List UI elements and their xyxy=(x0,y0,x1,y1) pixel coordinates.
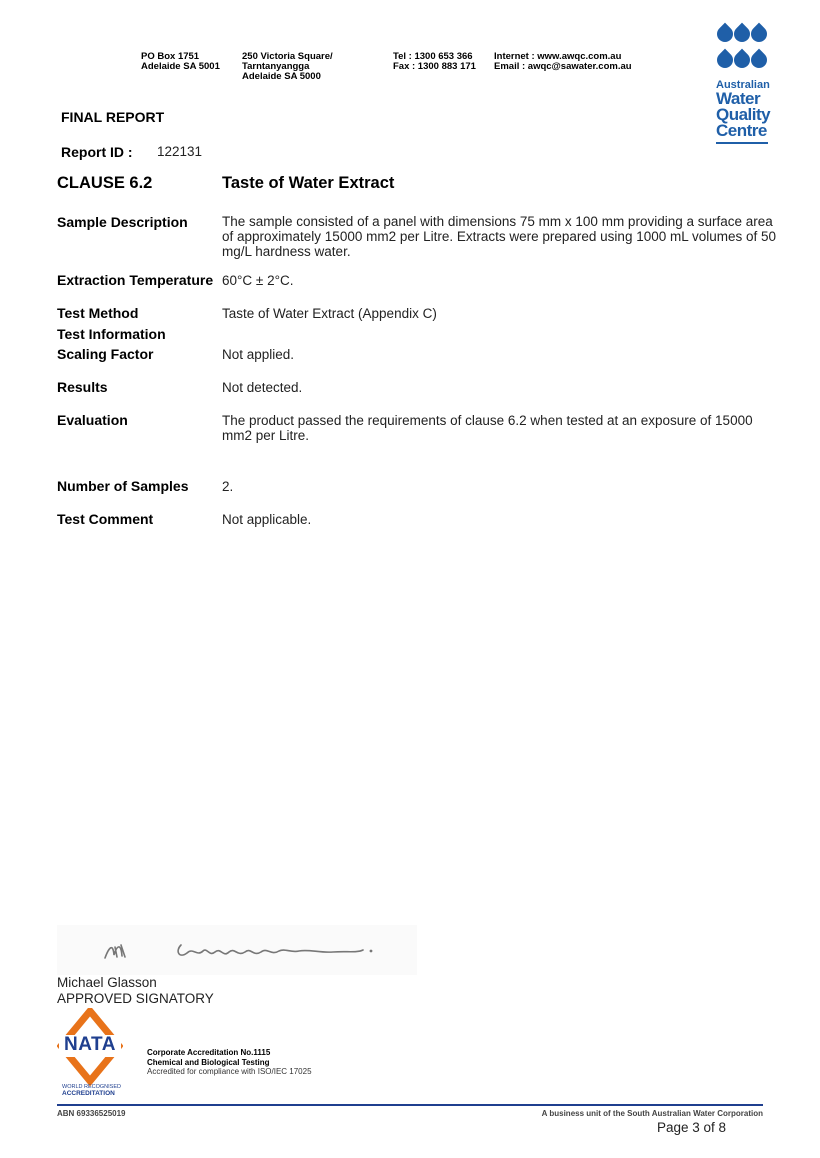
po-box-city: Adelaide SA 5001 xyxy=(141,61,220,72)
awqc-logo xyxy=(712,20,772,145)
phone-block xyxy=(393,52,476,72)
extraction-temperature-value: 60°C ± 2°C. xyxy=(222,273,294,288)
evaluation-label: Evaluation xyxy=(57,412,128,428)
logo-line-2: Water xyxy=(716,89,761,108)
results-label: Results xyxy=(57,379,108,395)
address-line-3: Adelaide SA 5000 xyxy=(242,71,321,82)
email: Email : awqc@sawater.com.au xyxy=(494,61,632,72)
nata-logo xyxy=(57,1008,123,1100)
signatory-title: APPROVED SIGNATORY xyxy=(57,991,214,1006)
sample-description-label: Sample Description xyxy=(57,214,188,230)
test-comment-label: Test Comment xyxy=(57,511,154,527)
street-address-block xyxy=(242,52,333,82)
abn: ABN 69336525019 xyxy=(57,1109,126,1118)
internet: Internet : www.awqc.com.au xyxy=(494,51,622,62)
po-box-line: PO Box 1751 xyxy=(141,51,200,62)
evaluation-value: The product passed the requirements of clause 6.2 when tested at an exposure of 15000 mm2 per Litre. xyxy=(222,413,753,443)
tel: Tel : 1300 653 366 xyxy=(393,51,473,62)
test-comment-value: Not applicable. xyxy=(222,512,312,527)
accreditation-block xyxy=(147,1048,312,1077)
water-drop-icon xyxy=(748,49,771,72)
logo-line-4: Centre xyxy=(716,121,767,140)
report-id-label: Report ID : xyxy=(61,144,133,160)
clause-number: CLAUSE 6.2 xyxy=(57,174,153,192)
footer-rule xyxy=(57,1104,763,1106)
accreditation-standard: Accredited for compliance with ISO/IEC 17025 xyxy=(147,1067,312,1076)
nata-tagline-1: WORLD RECOGNISED xyxy=(62,1084,121,1090)
business-unit-note: A business unit of the South Australian Water Corporation xyxy=(541,1109,763,1118)
scaling-factor-label: Scaling Factor xyxy=(57,346,154,362)
address-line-2: Tarntanyangga xyxy=(242,61,310,72)
sample-description-value: The sample consisted of a panel with dimensions 75 mm x 100 mm providing a surface area of approximately 15000 mm2 per Litre. Extracts were prepared using 1000 mL volumes of 50 mg/L hardness water. xyxy=(222,214,777,259)
nata-text: NATA xyxy=(64,1034,116,1055)
logo-line-3: Quality xyxy=(716,105,771,124)
test-method-label: Test Method xyxy=(57,305,139,321)
report-title: FINAL REPORT xyxy=(61,109,165,125)
water-drop-icon xyxy=(748,23,771,46)
report-id-value: 122131 xyxy=(157,144,203,159)
address-line-1: 250 Victoria Square/ xyxy=(242,51,333,62)
logo-underline xyxy=(716,142,768,144)
test-method-value: Taste of Water Extract (Appendix C) xyxy=(222,306,437,321)
clause-title: Taste of Water Extract xyxy=(222,174,395,192)
page-number: Page 3 of 8 xyxy=(656,1120,726,1135)
po-box-block xyxy=(141,52,220,72)
signatory-name: Michael Glasson xyxy=(57,975,157,990)
results-value: Not detected. xyxy=(222,380,303,395)
accreditation-scope: Chemical and Biological Testing xyxy=(147,1057,270,1067)
extraction-temperature-label: Extraction Temperature xyxy=(57,272,214,288)
number-of-samples-value: 2. xyxy=(222,479,234,494)
fax: Fax : 1300 883 171 xyxy=(393,61,476,72)
handwritten-signature xyxy=(57,925,417,975)
test-information-label: Test Information xyxy=(57,326,166,342)
accreditation-number: Corporate Accreditation No.1115 xyxy=(147,1048,271,1057)
web-block xyxy=(494,52,632,72)
nata-tagline-2: ACCREDITATION xyxy=(62,1090,115,1097)
number-of-samples-label: Number of Samples xyxy=(57,478,189,494)
scaling-factor-value: Not applied. xyxy=(222,347,295,362)
signature-image xyxy=(57,925,417,975)
logo-line-1: Australian xyxy=(716,79,770,91)
